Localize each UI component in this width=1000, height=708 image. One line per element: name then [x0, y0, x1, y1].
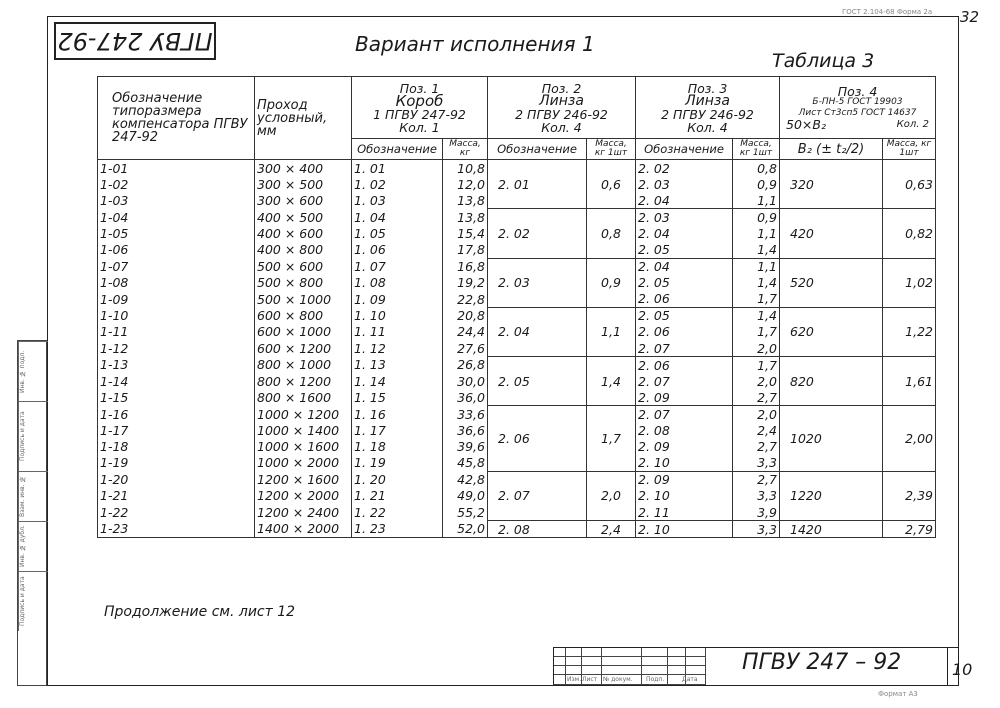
title-block-label: Изм. [567, 676, 582, 683]
cell-dn: 1200 × 2400 [255, 504, 352, 521]
cell-pos3: 2. 10 [636, 488, 733, 504]
header-pos4 [780, 77, 936, 139]
title-block-cell [554, 648, 566, 657]
title-block-cell [642, 666, 668, 675]
cell-code: 1-18 [98, 439, 255, 455]
title-block-cell [642, 657, 668, 666]
document-code: ПГВУ 247 – 92 [742, 650, 902, 675]
cell-mass3: 1,1 [733, 192, 780, 209]
cell-pos1: 1. 03 [352, 192, 443, 209]
cell-pos1: 1. 11 [352, 324, 443, 340]
cell-mass1: 22,8 [443, 291, 488, 308]
cell-code: 1-21 [98, 488, 255, 504]
header-dn: Проход условный, мм [255, 77, 352, 160]
side-strip-cell [33, 341, 48, 401]
cell-pos2: 2. 03 [488, 258, 587, 307]
pos2-line4: Кол. 4 [541, 119, 582, 135]
cell-dn: 1000 × 1200 [255, 406, 352, 423]
title-block-label: Дата [682, 676, 698, 683]
cell-dn: 300 × 400 [255, 160, 352, 177]
cell-mass3: 1,7 [733, 357, 780, 374]
cell-code: 1-14 [98, 373, 255, 389]
cell-pos3: 2. 06 [636, 291, 733, 308]
cell-mass3: 1,7 [733, 324, 780, 340]
title-block-cell [582, 657, 602, 666]
cell-mass1: 45,8 [443, 455, 488, 472]
variant-title: Вариант исполнения 1 [355, 32, 595, 56]
cell-mass2: 2,0 [587, 471, 636, 520]
cell-pos3: 2. 03 [636, 176, 733, 192]
cell-dn: 600 × 800 [255, 307, 352, 324]
cell-mass1: 55,2 [443, 504, 488, 521]
sub-designation-1: Обозначение [352, 139, 443, 160]
table-row [98, 521, 936, 538]
cell-mass2: 1,1 [587, 307, 636, 356]
cell-mass3: 1,4 [733, 241, 780, 258]
side-strip-label: Инв. № дубл. [18, 521, 33, 571]
cell-code: 1-11 [98, 324, 255, 340]
cell-pos3: 2. 06 [636, 357, 733, 374]
pos4-line3: Лист Ст3сп5 ГОСТ 14637 [798, 107, 917, 118]
cell-mass1: 16,8 [443, 258, 488, 275]
cell-mass1: 52,0 [443, 521, 488, 538]
title-block-cell [554, 657, 566, 666]
cell-mass2: 1,7 [587, 406, 636, 471]
cell-pos3: 2. 07 [636, 373, 733, 389]
cell-pos1: 1. 19 [352, 455, 443, 472]
cell-b2: 1220 [780, 471, 883, 520]
cell-mass1: 36,6 [443, 423, 488, 439]
spec-table-body [98, 160, 936, 538]
table-row [98, 471, 936, 488]
cell-mass3: 2,7 [733, 439, 780, 455]
cell-mass1: 42,8 [443, 471, 488, 488]
cell-pos2: 2. 04 [488, 307, 587, 356]
cell-dn: 1000 × 1600 [255, 439, 352, 455]
title-block-cell [566, 657, 582, 666]
cell-mass1: 19,2 [443, 275, 488, 291]
pos1-line2: Короб [395, 91, 444, 110]
header-pos1 [352, 77, 488, 139]
cell-b2: 1020 [780, 406, 883, 471]
pos3-line1: Поз. 3 [687, 80, 728, 96]
cell-mass3: 0,9 [733, 209, 780, 226]
cell-mass1: 24,4 [443, 324, 488, 340]
cell-mass1: 17,8 [443, 241, 488, 258]
pos2-line1: Поз. 2 [541, 80, 582, 96]
cell-mass1: 13,8 [443, 192, 488, 209]
title-block-cell [554, 675, 566, 685]
title-block-cell [566, 666, 582, 675]
cell-pos2: 2. 08 [488, 521, 587, 538]
sub-mass-3: Масса, кг 1шт [733, 139, 780, 160]
cell-dn: 800 × 1000 [255, 357, 352, 374]
cell-pos3: 2. 09 [636, 439, 733, 455]
cell-pos3: 2. 04 [636, 225, 733, 241]
cell-b2: 820 [780, 357, 883, 406]
cell-pos3: 2. 11 [636, 504, 733, 521]
cell-mass2: 0,9 [587, 258, 636, 307]
table-row [98, 357, 936, 374]
cell-mass3: 1,1 [733, 225, 780, 241]
side-strip-cell [33, 471, 48, 521]
cell-mass1: 33,6 [443, 406, 488, 423]
page-number: 32 [960, 8, 980, 26]
title-block-label: № докум. [603, 676, 633, 683]
cell-code: 1-06 [98, 241, 255, 258]
cell-b2: 320 [780, 160, 883, 209]
cell-pos1: 1. 12 [352, 340, 443, 357]
cell-dn: 500 × 600 [255, 258, 352, 275]
cell-pos2: 2. 01 [488, 160, 587, 209]
cell-mass3: 0,8 [733, 160, 780, 177]
cell-mass1: 36,0 [443, 389, 488, 406]
cell-mass1: 20,8 [443, 307, 488, 324]
cell-code: 1-10 [98, 307, 255, 324]
cell-code: 1-22 [98, 504, 255, 521]
title-block-cell [602, 666, 642, 675]
cell-mass4: 1,22 [883, 307, 936, 356]
cell-pos1: 1. 05 [352, 225, 443, 241]
cell-dn: 500 × 1000 [255, 291, 352, 308]
cell-mass3: 2,0 [733, 340, 780, 357]
spec-table [97, 76, 936, 538]
cell-pos3: 2. 04 [636, 258, 733, 275]
cell-code: 1-04 [98, 209, 255, 226]
cell-code: 1-15 [98, 389, 255, 406]
cell-dn: 1400 × 2000 [255, 521, 352, 538]
cell-code: 1-23 [98, 521, 255, 538]
cell-pos2: 2. 06 [488, 406, 587, 471]
cell-pos1: 1. 06 [352, 241, 443, 258]
continuation-note: Продолжение см. лист 12 [104, 604, 296, 620]
cell-pos2: 2. 02 [488, 209, 587, 258]
side-strip-label: Подпись и дата [18, 571, 33, 631]
cell-code: 1-13 [98, 357, 255, 374]
cell-pos3: 2. 10 [636, 455, 733, 472]
cell-mass3: 1,4 [733, 275, 780, 291]
cell-dn: 400 × 500 [255, 209, 352, 226]
table-row [98, 406, 936, 423]
cell-pos1: 1. 02 [352, 176, 443, 192]
title-block-cell [686, 648, 706, 657]
cell-mass2: 0,6 [587, 160, 636, 209]
pos4-line2: Б-ПН-5 ГОСТ 19903 [812, 96, 903, 107]
cell-mass1: 13,8 [443, 209, 488, 226]
cell-mass1: 12,0 [443, 176, 488, 192]
cell-pos1: 1. 21 [352, 488, 443, 504]
cell-mass2: 1,4 [587, 357, 636, 406]
side-strip-cell [33, 401, 48, 471]
cell-mass3: 2,7 [733, 389, 780, 406]
cell-pos1: 1. 16 [352, 406, 443, 423]
cell-pos1: 1. 17 [352, 423, 443, 439]
pos4-line5: Кол. 2 [896, 118, 929, 130]
cell-mass2: 0,8 [587, 209, 636, 258]
mirror-stamp: ПГВУ 247-92 [54, 22, 216, 60]
cell-mass4: 0,63 [883, 160, 936, 209]
title-block-cell [668, 666, 686, 675]
cell-mass1: 10,8 [443, 160, 488, 177]
sub-mass-2: Масса, кг 1шт [587, 139, 636, 160]
cell-code: 1-09 [98, 291, 255, 308]
cell-pos3: 2. 05 [636, 307, 733, 324]
sub-designation-2: Обозначение [488, 139, 587, 160]
cell-dn: 1200 × 1600 [255, 471, 352, 488]
cell-mass3: 3,3 [733, 455, 780, 472]
cell-pos1: 1. 04 [352, 209, 443, 226]
cell-pos3: 2. 09 [636, 471, 733, 488]
pos3-line4: Кол. 4 [687, 119, 728, 135]
cell-code: 1-01 [98, 160, 255, 177]
cell-mass3: 0,9 [733, 176, 780, 192]
pos3-line2: Линза [685, 92, 730, 109]
cell-pos1: 1. 15 [352, 389, 443, 406]
title-block-cell [554, 666, 566, 675]
cell-mass4: 2,00 [883, 406, 936, 471]
table-row [98, 160, 936, 177]
format-label: Формат А3 [878, 690, 918, 698]
pos1-line1: Поз. 1 [399, 80, 440, 96]
title-block-cell [602, 657, 642, 666]
cell-code: 1-08 [98, 275, 255, 291]
cell-dn: 800 × 1200 [255, 373, 352, 389]
cell-mass3: 2,4 [733, 423, 780, 439]
cell-mass1: 39,6 [443, 439, 488, 455]
pos1-line4: Кол. 1 [399, 119, 440, 135]
cell-pos3: 2. 05 [636, 275, 733, 291]
cell-code: 1-19 [98, 455, 255, 472]
sub-mass-1: Масса, кг [443, 139, 488, 160]
pos2-line2: Линза [539, 92, 584, 109]
cell-pos1: 1. 22 [352, 504, 443, 521]
cell-pos3: 2. 07 [636, 406, 733, 423]
cell-code: 1-05 [98, 225, 255, 241]
cell-pos1: 1. 13 [352, 357, 443, 374]
cell-pos3: 2. 05 [636, 241, 733, 258]
cell-pos2: 2. 05 [488, 357, 587, 406]
title-block-cell [686, 666, 706, 675]
cell-pos1: 1. 07 [352, 258, 443, 275]
cell-code: 1-03 [98, 192, 255, 209]
title-block-cell [602, 648, 642, 657]
cell-mass3: 1,4 [733, 307, 780, 324]
cell-mass1: 26,8 [443, 357, 488, 374]
pos2-line3: 2 ПГВУ 246-92 [515, 106, 608, 122]
header-pos3 [636, 77, 780, 139]
side-strip-label: Инв. № подл. [18, 341, 33, 401]
cell-dn: 1000 × 1400 [255, 423, 352, 439]
cell-code: 1-20 [98, 471, 255, 488]
table-label: Таблица 3 [772, 50, 875, 72]
title-block-label: Подп. [646, 676, 665, 683]
cell-mass3: 1,1 [733, 258, 780, 275]
header-code: Обозначение типоразмера компенсатора ПГВУ 247-92 [98, 77, 255, 160]
sub-b2: В₂ (± t₂/2) [780, 139, 883, 160]
cell-mass3: 1,7 [733, 291, 780, 308]
cell-pos1: 1. 09 [352, 291, 443, 308]
cell-b2: 1420 [780, 521, 883, 538]
sheet-number: 10 [952, 660, 973, 679]
sub-designation-3: Обозначение [636, 139, 733, 160]
cell-dn: 300 × 600 [255, 192, 352, 209]
side-strip-cell [33, 521, 48, 571]
cell-dn: 800 × 1600 [255, 389, 352, 406]
title-block-cell [668, 657, 686, 666]
title-block-cell [582, 666, 602, 675]
table-row [98, 258, 936, 275]
cell-mass4: 0,82 [883, 209, 936, 258]
cell-pos3: 2. 03 [636, 209, 733, 226]
title-block-cell [686, 657, 706, 666]
cell-code: 1-07 [98, 258, 255, 275]
cell-mass3: 2,7 [733, 471, 780, 488]
cell-b2: 520 [780, 258, 883, 307]
cell-pos2: 2. 07 [488, 471, 587, 520]
cell-dn: 600 × 1200 [255, 340, 352, 357]
cell-mass4: 2,79 [883, 521, 936, 538]
cell-pos1: 1. 18 [352, 439, 443, 455]
cell-mass4: 1,61 [883, 357, 936, 406]
cell-code: 1-16 [98, 406, 255, 423]
cell-pos3: 2. 04 [636, 192, 733, 209]
title-block-cell [668, 648, 686, 657]
cell-b2: 620 [780, 307, 883, 356]
cell-code: 1-17 [98, 423, 255, 439]
cell-code: 1-12 [98, 340, 255, 357]
title-block-cell [642, 648, 668, 657]
cell-dn: 400 × 800 [255, 241, 352, 258]
cell-pos3: 2. 08 [636, 423, 733, 439]
cell-pos3: 2. 09 [636, 389, 733, 406]
side-strip-label: Подпись и дата [18, 401, 33, 471]
cell-mass1: 49,0 [443, 488, 488, 504]
cell-mass3: 3,3 [733, 488, 780, 504]
table-row [98, 307, 936, 324]
gost-reference: ГОСТ 2.104-68 Форма 2а [842, 8, 933, 16]
cell-dn: 500 × 800 [255, 275, 352, 291]
cell-mass1: 30,0 [443, 373, 488, 389]
cell-mass3: 3,3 [733, 521, 780, 538]
cell-pos3: 2. 06 [636, 324, 733, 340]
cell-mass4: 1,02 [883, 258, 936, 307]
cell-dn: 400 × 600 [255, 225, 352, 241]
cell-dn: 1200 × 2000 [255, 488, 352, 504]
title-block-label: Лист [582, 676, 598, 683]
header-pos2 [488, 77, 636, 139]
cell-dn: 300 × 500 [255, 176, 352, 192]
pos4-line1: Поз. 4 [837, 83, 878, 99]
cell-pos1: 1. 08 [352, 275, 443, 291]
title-block-cell [582, 648, 602, 657]
cell-mass1: 27,6 [443, 340, 488, 357]
pos3-line3: 2 ПГВУ 246-92 [661, 106, 754, 122]
cell-pos1: 1. 10 [352, 307, 443, 324]
cell-pos1: 1. 20 [352, 471, 443, 488]
cell-pos1: 1. 14 [352, 373, 443, 389]
cell-mass3: 3,9 [733, 504, 780, 521]
title-block-cell [566, 648, 582, 657]
cell-mass3: 2,0 [733, 373, 780, 389]
cell-mass3: 2,0 [733, 406, 780, 423]
cell-dn: 600 × 1000 [255, 324, 352, 340]
sub-mass-4: Масса, кг 1шт [883, 139, 936, 160]
pos4-line4: 50×В₂ [786, 116, 826, 132]
cell-pos3: 2. 02 [636, 160, 733, 177]
side-strip-cell [33, 571, 48, 631]
cell-pos3: 2. 10 [636, 521, 733, 538]
cell-b2: 420 [780, 209, 883, 258]
cell-pos1: 1. 23 [352, 521, 443, 538]
pos1-line3: 1 ПГВУ 247-92 [373, 106, 466, 122]
cell-mass2: 2,4 [587, 521, 636, 538]
side-strip-label: Взам. инв. № [18, 471, 33, 521]
cell-pos1: 1. 01 [352, 160, 443, 177]
cell-code: 1-02 [98, 176, 255, 192]
cell-dn: 1000 × 2000 [255, 455, 352, 472]
side-strip [17, 340, 47, 686]
cell-mass4: 2,39 [883, 471, 936, 520]
cell-pos3: 2. 07 [636, 340, 733, 357]
cell-mass1: 15,4 [443, 225, 488, 241]
table-row [98, 209, 936, 226]
